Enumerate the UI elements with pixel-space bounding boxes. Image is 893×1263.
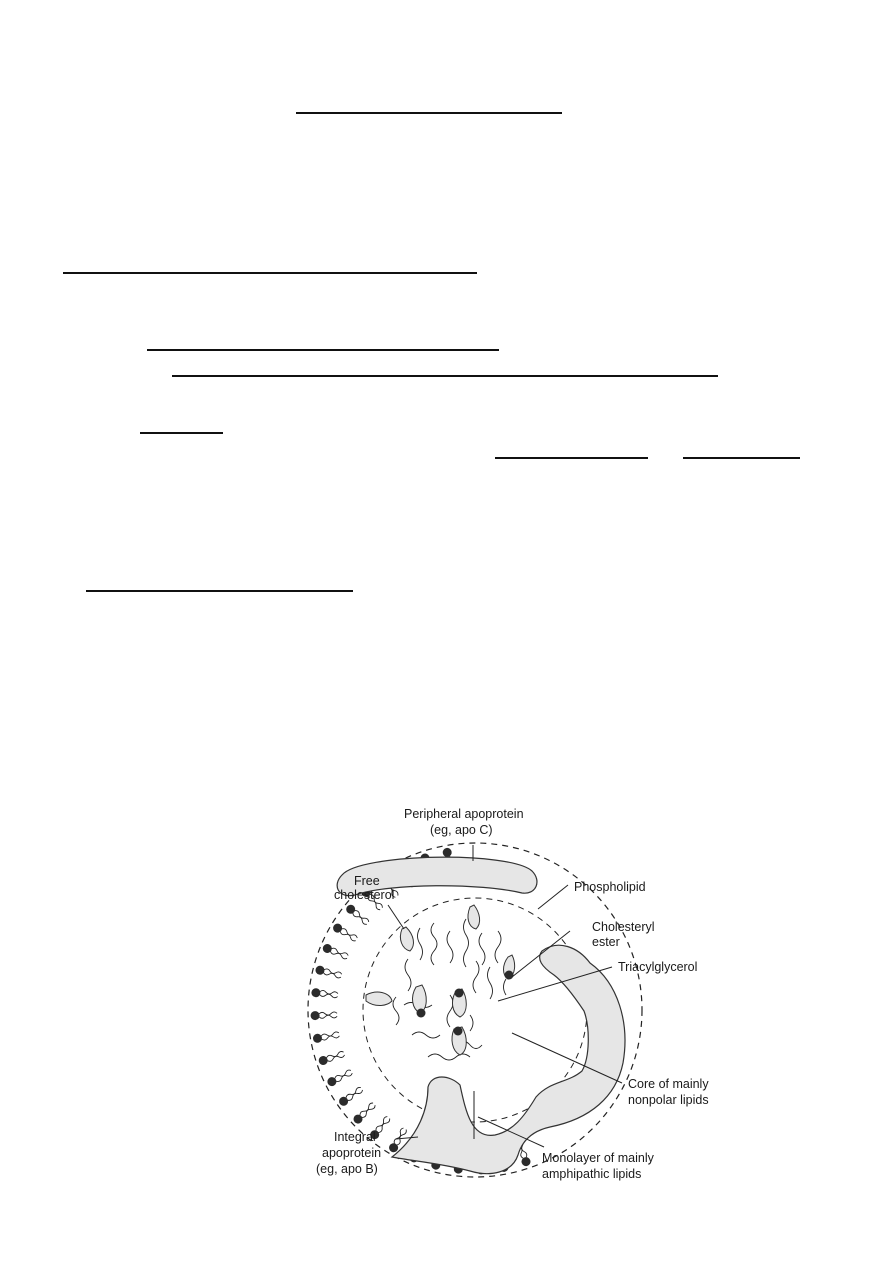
phospholipid-molecule [321,943,349,961]
section-heading-underline-2 [86,590,353,592]
title-underline [296,112,562,114]
phospholipid-molecule [331,922,358,943]
label-peripheral-apoprotein-eg: (eg, apo C) [430,823,493,837]
section-heading-underline-1 [63,272,477,274]
label-free-cholesterol-2: cholesterol [334,888,395,902]
phospholipid-molecule [318,1049,346,1066]
label-integral-apoprotein-2: apoprotein [322,1146,382,1160]
label-core-1: Core of mainly [628,1077,709,1091]
phospholipid-molecule [352,1101,378,1126]
label-peripheral-apoprotein: Peripheral apoprotein [404,807,524,821]
lipoprotein-diagram [300,795,760,1195]
subheading-underline-3 [140,432,223,434]
phospholipid-molecule [310,1010,337,1020]
phospholipid-molecule [337,1085,364,1108]
label-cholesteryl-ester-2: ester [592,935,620,949]
lipoprotein-structure-figure [300,795,760,1195]
term-underline-2 [683,457,800,459]
subheading-underline-1 [147,349,499,351]
phospholipid-molecule [344,903,370,927]
label-monolayer-1: Monolayer of mainly [542,1151,654,1165]
phospholipid-molecule [326,1068,354,1088]
phospholipid-molecule [312,1030,340,1044]
phospholipid-molecule [311,988,338,1000]
term-underline-1 [495,457,648,459]
phospholipid-molecule [315,965,343,980]
label-phospholipid: Phospholipid [574,880,646,894]
label-integral-apoprotein-3: (eg, apo B) [316,1162,378,1176]
label-monolayer-2: amphipathic lipids [542,1167,642,1181]
label-integral-apoprotein-1: Integral [334,1130,376,1144]
cholesteryl-esters [413,955,515,1055]
label-cholesteryl-ester-1: Cholesteryl [592,920,655,934]
subheading-underline-2 [172,375,718,377]
label-free-cholesterol-1: Free [354,874,380,888]
label-triacylglycerol: Triacylglycerol [618,960,698,974]
integral-apoprotein [392,945,625,1173]
label-core-2: nonpolar lipids [628,1093,709,1107]
